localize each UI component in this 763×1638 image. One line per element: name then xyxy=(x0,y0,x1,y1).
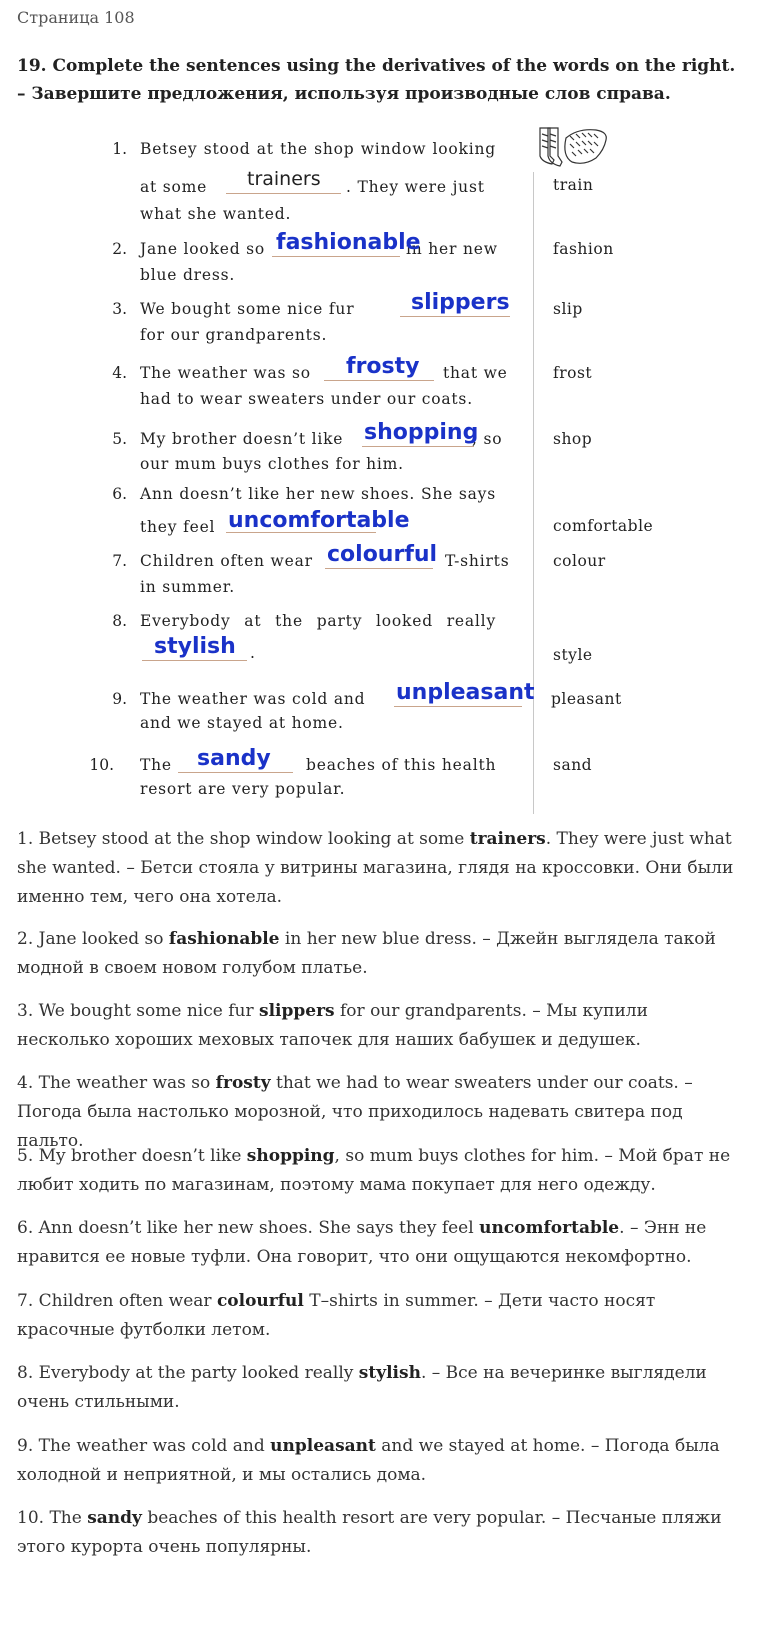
translation-text: , so mum buys clothes for him. – Мой брат не любит ходить по магазинам, поэтому мама покупает для него одежду. xyxy=(17,1146,731,1195)
item-number: 8. xyxy=(112,612,127,630)
answer-word: frosty xyxy=(215,1073,271,1093)
translation-text: T–shirts in summer. – Дети часто носят красочные футболки летом. xyxy=(17,1291,656,1340)
root-word: pleasant xyxy=(551,690,622,708)
translation-text: that we had to wear sweaters under our coats. – Погода была настолько морозной, что приходилось надевать свитера под пальто. xyxy=(17,1073,693,1151)
translation-text: 9. The weather was cold and xyxy=(17,1436,271,1456)
translation-paragraph xyxy=(17,1432,743,1490)
item-number: 2. xyxy=(112,240,127,258)
item-text: resort are very popular. xyxy=(140,780,346,798)
answer-blank xyxy=(325,568,433,569)
item-text: Jane looked so xyxy=(140,240,266,258)
translation-text: 7. Children often wear xyxy=(17,1291,217,1311)
item-number: 1. xyxy=(112,140,127,158)
translation-text: . – Все на вечеринке выглядели очень стильными. xyxy=(17,1363,707,1412)
answer-word: sandy xyxy=(87,1508,142,1528)
root-word: style xyxy=(553,646,593,664)
answer-text: slippers xyxy=(411,290,510,315)
answer-word: trainers xyxy=(469,829,546,849)
translation-text: 1. Betsey stood at the shop window looking at some xyxy=(17,829,470,849)
root-word: slip xyxy=(553,300,583,318)
root-word: train xyxy=(553,176,594,194)
translation-paragraph xyxy=(17,1504,743,1562)
answer-blank xyxy=(400,316,510,317)
item-text: what she wanted. xyxy=(140,205,292,223)
translation-text: 10. The xyxy=(17,1508,88,1528)
item-text: in her new xyxy=(406,240,498,258)
translation-text: . – Энн не нравится ее новые туфли. Она говорит, что они ощущаются некомфортно. xyxy=(17,1218,707,1267)
answer-text: trainers xyxy=(247,168,321,190)
answer-word: fashionable xyxy=(168,929,280,949)
translation-text: 3. We bought some nice fur xyxy=(17,1001,259,1021)
item-text: for our grandparents. xyxy=(140,326,328,344)
answer-text: frosty xyxy=(346,354,420,379)
item-text: , so xyxy=(472,430,503,448)
item-number: 3. xyxy=(112,300,127,318)
item-text: We bought some nice fur xyxy=(140,300,355,318)
answer-blank xyxy=(142,660,247,661)
item-number: 10. xyxy=(89,756,114,774)
item-number: 4. xyxy=(112,364,127,382)
root-word: colour xyxy=(553,552,606,570)
translation-text: 6. Ann doesn’t like her new shoes. She says they feel xyxy=(17,1218,480,1238)
item-text: The weather was so xyxy=(140,364,311,382)
answer-text: uncomfortable xyxy=(228,508,410,533)
root-word: comfortable xyxy=(553,517,654,535)
answer-blank xyxy=(362,446,474,447)
answer-word: colourful xyxy=(216,1291,304,1311)
item-text: at some xyxy=(140,178,208,196)
answer-text: fashionable xyxy=(276,230,421,255)
item-text: that we xyxy=(443,364,508,382)
answer-word: slippers xyxy=(259,1001,335,1021)
item-text: and we stayed at home. xyxy=(140,714,344,732)
item-text: Children often wear xyxy=(140,552,313,570)
item-text: My brother doesn’t like xyxy=(140,430,344,448)
translation-text: beaches of this health resort are very popular. – Песчаные пляжи этого курорта очень популярны. xyxy=(17,1508,722,1557)
root-word: sand xyxy=(553,756,593,774)
translation-paragraph xyxy=(17,1142,743,1200)
root-word: shop xyxy=(553,430,593,448)
item-text: . xyxy=(250,644,256,662)
answer-blank xyxy=(394,706,522,707)
translation-text: 2. Jane looked so xyxy=(17,929,169,949)
translation-paragraph xyxy=(17,1214,743,1272)
answer-text: unpleasant xyxy=(396,680,535,705)
item-text: our mum buys clothes for him. xyxy=(140,455,404,473)
answer-blank xyxy=(178,772,293,773)
divider-line xyxy=(533,172,534,814)
translation-text: and we stayed at home. – Погода была холодной и неприятной, и мы остались дома. xyxy=(17,1436,720,1485)
translation-paragraph xyxy=(17,1359,743,1417)
item-text: The weather was cold and xyxy=(140,690,366,708)
answer-blank xyxy=(272,256,400,257)
item-text: . They were just xyxy=(346,178,485,196)
translation-text: 4. The weather was so xyxy=(17,1073,216,1093)
answer-word: unpleasant xyxy=(270,1436,376,1456)
answer-text: sandy xyxy=(197,746,271,771)
item-number: 6. xyxy=(112,485,127,503)
answer-text: stylish xyxy=(154,634,236,659)
item-text: they feel xyxy=(140,518,216,536)
root-word: fashion xyxy=(553,240,614,258)
shoes-illustration xyxy=(534,126,634,170)
answer-word: shopping xyxy=(246,1146,335,1166)
item-text: Betsey stood at the shop window looking xyxy=(140,140,496,158)
translation-paragraph xyxy=(17,1287,743,1345)
answer-blank xyxy=(226,193,341,194)
item-number: 9. xyxy=(112,690,127,708)
translation-text: in her new blue dress. – Джейн выглядела такой модной в своем новом голубом платье. xyxy=(17,929,716,978)
translation-paragraph xyxy=(17,825,743,912)
task-title: 19. Complete the sentences using the derivatives of the words on the right. – Завершите предложения, используя производные слов справа. xyxy=(17,56,736,104)
translation-text: 5. My brother doesn’t like xyxy=(17,1146,247,1166)
item-text: in summer. xyxy=(140,578,236,596)
item-text: beaches of this health xyxy=(306,756,497,774)
item-text: Ann doesn’t like her new shoes. She says xyxy=(140,485,496,503)
answer-word: uncomfortable xyxy=(479,1218,620,1238)
item-text: Everybody at the party looked really xyxy=(140,612,496,630)
item-text: blue dress. xyxy=(140,266,236,284)
item-text: had to wear sweaters under our coats. xyxy=(140,390,473,408)
translation-text: 8. Everybody at the party looked really xyxy=(17,1363,359,1383)
root-word: frost xyxy=(553,364,593,382)
answer-text: colourful xyxy=(327,542,438,567)
answer-word: stylish xyxy=(358,1363,421,1383)
item-number: 7. xyxy=(112,552,127,570)
item-text: T-shirts xyxy=(445,552,510,570)
translation-text: for our grandparents. – Мы купили несколько хороших меховых тапочек для наших бабушек и дедушек. xyxy=(17,1001,648,1050)
answer-text: shopping xyxy=(364,420,479,445)
answer-blank xyxy=(324,380,434,381)
translation-paragraph xyxy=(17,925,743,983)
translation-text: . They were just what she wanted. – Бетси стояла у витрины магазина, глядя на кроссовки. Они были именно тем, чего она хотела. xyxy=(17,829,734,907)
translation-paragraph xyxy=(17,997,743,1055)
page-number: Страница 108 xyxy=(17,8,135,27)
item-text: The xyxy=(140,756,172,774)
item-number: 5. xyxy=(112,430,127,448)
